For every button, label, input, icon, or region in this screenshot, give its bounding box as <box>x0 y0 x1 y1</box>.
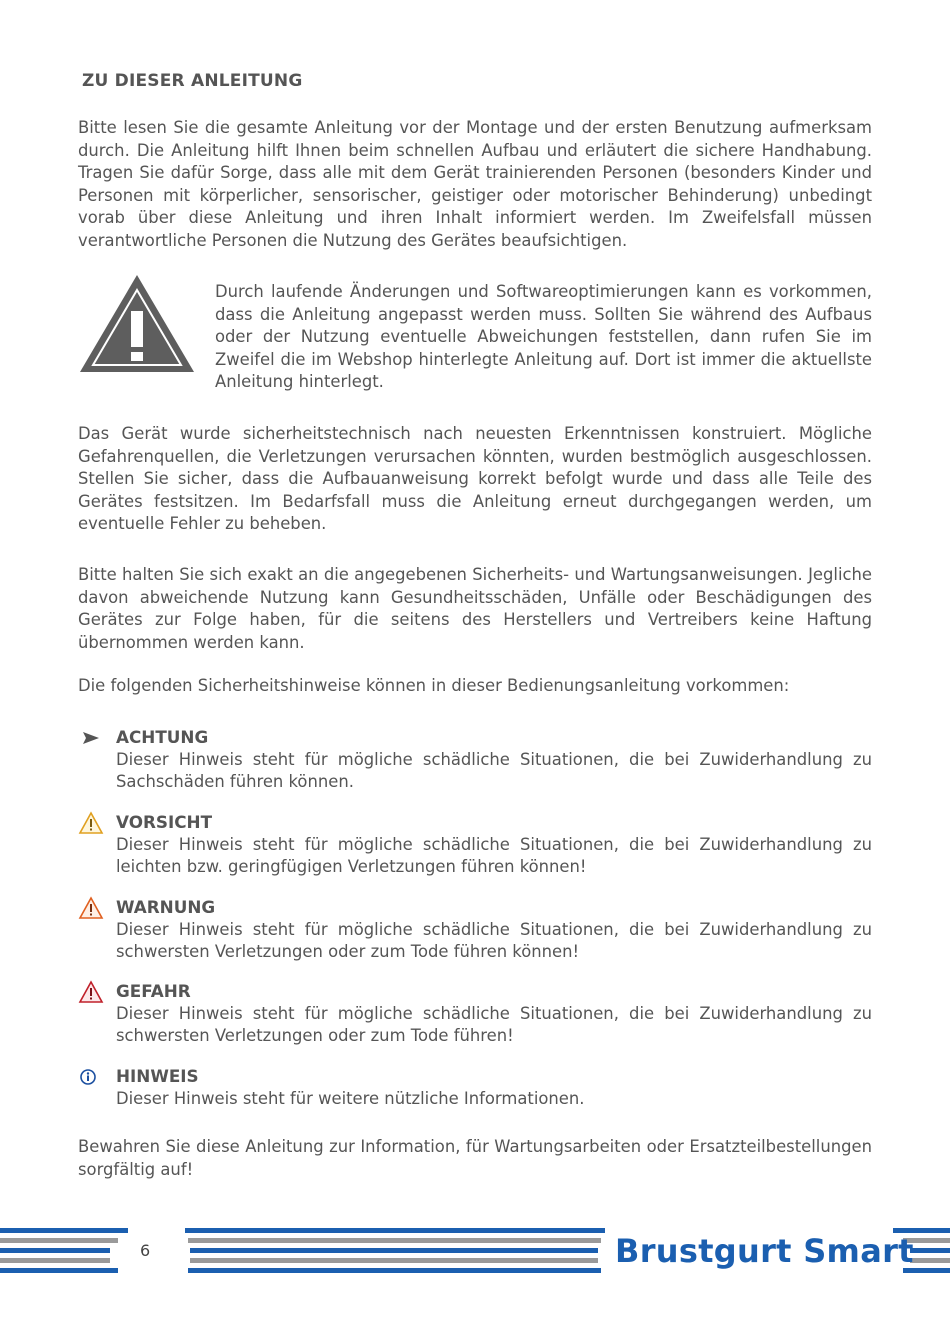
page-number: 6 <box>140 1241 151 1260</box>
hint-text: Dieser Hinweis steht für mögliche schädliche Situationen, die bei Zuwiderhandlung zu leichten bzw. geringfügigen Verletzungen führen können! <box>116 834 872 877</box>
info-circle-icon <box>78 1065 104 1089</box>
danger-triangle-icon <box>78 980 104 1004</box>
update-notice-text: Durch laufende Änderungen und Softwareoptimierungen kann es vorkommen, dass die Anleitung angepasst werden muss. Sollten Sie während des Aufbaus oder der Nutzung eventuelle Abweichungen feststellen, dann rufen Sie im Zweifel die im Webshop hinterlegte Anleitung auf. Dort ist immer die aktuellste Anleitung hinterlegt. <box>215 282 872 392</box>
hint-text: Dieser Hinweis steht für mögliche schädliche Situationen, die bei Zuwiderhandlung zu schwersten Verletzungen oder zum Tode führen! <box>116 1003 872 1046</box>
compliance-paragraph: Bitte halten Sie sich exakt an die angegebenen Sicherheits- und Wartungsanweisungen. Jegliche davon abweichende Nutzung kann Gesundheitsschäden, Unfälle oder Beschädigungen des Gerätes zur Folge haben, für die seitens des Herstellers und Vertreibers keine Haftung übernommen werden kann. <box>78 565 872 652</box>
safety-paragraph: Das Gerät wurde sicherheitstechnisch nach neuesten Erkenntnissen konstruiert. Mögliche Gefahrenquellen, die Verletzungen verursachen könnten, wurden bestmöglich ausgeschlossen. Stellen Sie sicher, dass die Aufbauanweisung korrekt befolgt wurde und dass alle Teile des Gerätes festsitzen. Im Bedarfsfall muss die Anleitung erneut durchgegangen werden, um eventuelle Fehler zu beheben. <box>78 424 872 534</box>
hint-text: Dieser Hinweis steht für mögliche schädliche Situationen, die bei Zuwiderhandlung zu schwersten Verletzungen oder zum Tode führen können! <box>116 919 872 962</box>
hint-title: VORSICHT <box>116 812 213 832</box>
intro-paragraph: Bitte lesen Sie die gesamte Anleitung vor der Montage und der ersten Benutzung aufmerksam durch. Die Anleitung hilft Ihnen beim schnellen Aufbau und erläutert die sichere Handhabung. Tragen Sie dafür Sorge, dass alle mit dem Gerät trainierenden Personen (besonders Kinder und Personen mit körperlicher, sensorischer, geistiger oder motorischer Behinderung) unbedingt vorab über diese Anleitung und ihren Inhalt informiert werden. Im Zweifelsfall müssen verantwortliche Personen die Nutzung des Gerätes beaufsichtigen. <box>78 118 872 250</box>
arrow-pointer-icon <box>78 726 104 750</box>
hint-title: WARNUNG <box>116 897 216 917</box>
warning-triangle-icon <box>78 896 104 920</box>
hint-text: Dieser Hinweis steht für mögliche schädliche Situationen, die bei Zuwiderhandlung zu Sachschäden führen können. <box>116 749 872 792</box>
exclamation-triangle-icon <box>78 273 196 375</box>
hints-intro-paragraph: Die folgenden Sicherheitshinweise können in dieser Bedienungsanleitung vorkommen: <box>78 676 790 695</box>
closing-paragraph: Bewahren Sie diese Anleitung zur Information, für Wartungsarbeiten oder Ersatzteilbestellungen sorgfältig auf! <box>78 1137 872 1179</box>
hint-title: HINWEIS <box>116 1066 199 1086</box>
section-heading: ZU DIESER ANLEITUNG <box>82 71 303 91</box>
hint-title: GEFAHR <box>116 981 191 1001</box>
caution-triangle-icon <box>78 811 104 835</box>
brand-title: Brustgurt Smart <box>615 1232 914 1270</box>
hint-title: ACHTUNG <box>116 727 209 747</box>
hint-text: Dieser Hinweis steht für weitere nützliche Informationen. <box>116 1088 585 1108</box>
